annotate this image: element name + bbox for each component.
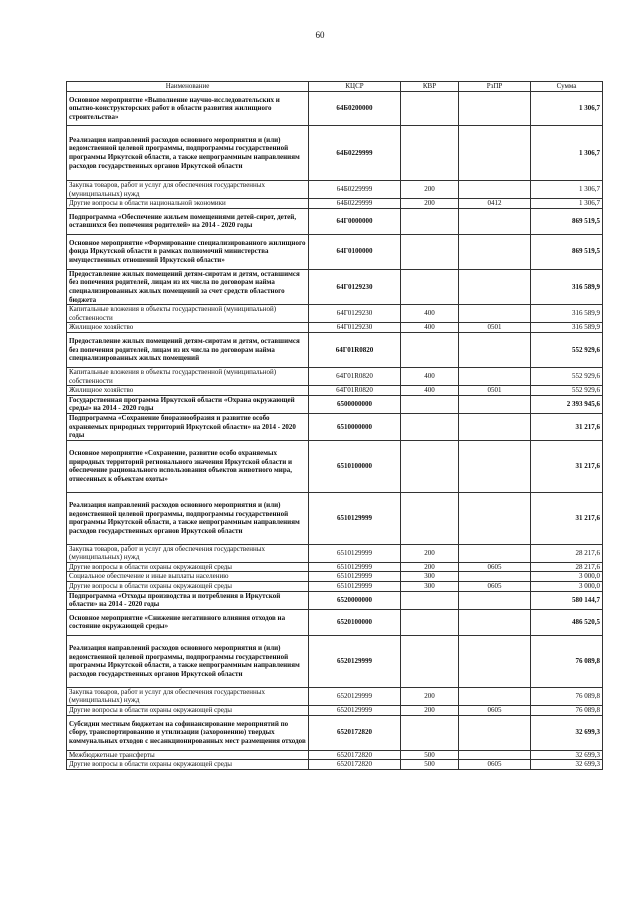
row-name-cell: Другие вопросы в области национальной экономики bbox=[67, 199, 309, 209]
row-sum-cell: 316 589,9 bbox=[531, 305, 603, 323]
row-kcsr-cell: 64Г01R0820 bbox=[309, 386, 401, 396]
row-sum-cell: 1 306,7 bbox=[531, 126, 603, 181]
row-name-cell: Другие вопросы в области охраны окружающей среды bbox=[67, 582, 309, 592]
row-name-cell: Реализация направлений расходов основного мероприятия и (или) ведомственной целевой программы, подпрограммы государственной программы Иркутской области, а также непрограммным направлениям расходов государственных органов Иркутской области bbox=[67, 126, 309, 181]
row-sum-cell: 869 519,5 bbox=[531, 234, 603, 269]
table-row bbox=[67, 323, 603, 333]
row-kcsr-cell: 6510129999 bbox=[309, 582, 401, 592]
row-rzpr-cell bbox=[459, 440, 531, 492]
row-sum-cell: 486 520,5 bbox=[531, 609, 603, 635]
row-name-cell: Подпрограмма «Обеспечение жильем помещениями детей-сирот, детей, оставшихся без попечения родителей» на 2014 - 2020 годы bbox=[67, 208, 309, 234]
row-kcsr-cell: 64Г01R0820 bbox=[309, 367, 401, 385]
row-rzpr-cell bbox=[459, 208, 531, 234]
row-rzpr-cell bbox=[459, 269, 531, 304]
row-kcsr-cell: 6510129999 bbox=[309, 572, 401, 582]
row-kcsr-cell: 6510129999 bbox=[309, 562, 401, 572]
row-sum-cell: 76 089,8 bbox=[531, 687, 603, 705]
row-rzpr-cell bbox=[459, 181, 531, 199]
row-sum-cell: 316 589,9 bbox=[531, 323, 603, 333]
row-sum-cell: 316 589,9 bbox=[531, 269, 603, 304]
row-sum-cell: 1 306,7 bbox=[531, 181, 603, 199]
row-kvr-cell: 400 bbox=[401, 386, 459, 396]
row-name-cell: Социальное обеспечение и иные выплаты населению bbox=[67, 572, 309, 582]
row-kcsr-cell: 64Б0229999 bbox=[309, 181, 401, 199]
row-kcsr-cell: 64Б0200000 bbox=[309, 92, 401, 126]
row-kcsr-cell: 6520129999 bbox=[309, 635, 401, 687]
table-row bbox=[67, 234, 603, 269]
row-sum-cell: 76 089,8 bbox=[531, 706, 603, 716]
row-kcsr-cell: 6520100000 bbox=[309, 609, 401, 635]
table-header-row bbox=[67, 82, 603, 92]
row-sum-cell: 552 929,6 bbox=[531, 367, 603, 385]
row-kvr-cell: 200 bbox=[401, 544, 459, 562]
row-name-cell: Предоставление жилых помещений детям-сиротам и детям, оставшимся без попечения родителей, лицам из их числа по договорам найма специализированных жилых помещений за счет средств областного бюджета bbox=[67, 269, 309, 304]
row-kcsr-cell: 64Г0100000 bbox=[309, 234, 401, 269]
table-row bbox=[67, 572, 603, 582]
row-rzpr-cell bbox=[459, 234, 531, 269]
row-name-cell: Реализация направлений расходов основного мероприятия и (или) ведомственной целевой программы, подпрограммы государственной программы Иркутской области, а также непрограммным направлениям расходов государственных органов Иркутской области bbox=[67, 635, 309, 687]
row-name-cell: Закупка товаров, работ и услуг для обеспечения государственных (муниципальных) нужд bbox=[67, 544, 309, 562]
table-row bbox=[67, 181, 603, 199]
row-kvr-cell bbox=[401, 492, 459, 544]
row-sum-cell: 32 699,3 bbox=[531, 750, 603, 760]
row-name-cell: Предоставление жилых помещений детям-сиротам и детям, оставшимся без попечения родителей, лицам из их числа по договорам найма специализированных жилых помещений bbox=[67, 332, 309, 367]
table-row bbox=[67, 635, 603, 687]
row-sum-cell: 1 306,7 bbox=[531, 92, 603, 126]
row-kcsr-cell: 6520129999 bbox=[309, 706, 401, 716]
row-sum-cell: 552 929,6 bbox=[531, 386, 603, 396]
table-row bbox=[67, 386, 603, 396]
row-kcsr-cell: 64Г0129230 bbox=[309, 269, 401, 304]
row-kvr-cell bbox=[401, 413, 459, 440]
row-kcsr-cell: 6520172820 bbox=[309, 750, 401, 760]
row-name-cell: Закупка товаров, работ и услуг для обеспечения государственных (муниципальных) нужд bbox=[67, 687, 309, 705]
row-kcsr-cell: 64Г0000000 bbox=[309, 208, 401, 234]
row-sum-cell: 31 217,6 bbox=[531, 440, 603, 492]
table-row bbox=[67, 269, 603, 304]
row-rzpr-cell bbox=[459, 126, 531, 181]
table-row bbox=[67, 199, 603, 209]
header-kvr: КВР bbox=[401, 82, 459, 92]
row-rzpr-cell: 0605 bbox=[459, 760, 531, 770]
row-kcsr-cell: 6510000000 bbox=[309, 413, 401, 440]
row-name-cell: Подпрограмма «Сохранение биоразнообразия и развитие особо охраняемых природных территорий Иркутской области» на 2014 - 2020 годы bbox=[67, 413, 309, 440]
row-name-cell: Другие вопросы в области охраны окружающей среды bbox=[67, 760, 309, 770]
row-kvr-cell: 300 bbox=[401, 582, 459, 592]
row-rzpr-cell bbox=[459, 332, 531, 367]
row-name-cell: Другие вопросы в области охраны окружающей среды bbox=[67, 706, 309, 716]
row-kcsr-cell: 6510100000 bbox=[309, 440, 401, 492]
row-kvr-cell: 400 bbox=[401, 367, 459, 385]
page-number: 60 bbox=[315, 30, 325, 40]
row-kvr-cell: 400 bbox=[401, 305, 459, 323]
row-kcsr-cell: 64Г0129230 bbox=[309, 323, 401, 333]
row-kcsr-cell: 64Г01R0820 bbox=[309, 332, 401, 367]
row-rzpr-cell bbox=[459, 305, 531, 323]
row-name-cell: Основное мероприятие «Сохранение, развитие особо охраняемых природных территорий регионального значения Иркутской области и обеспечение рационального использования объектов животного мира, отнесенных к объектам охоты» bbox=[67, 440, 309, 492]
table-row bbox=[67, 413, 603, 440]
row-name-cell: Другие вопросы в области охраны окружающей среды bbox=[67, 562, 309, 572]
table-body bbox=[67, 92, 603, 770]
row-rzpr-cell bbox=[459, 395, 531, 413]
row-rzpr-cell: 0605 bbox=[459, 562, 531, 572]
row-kvr-cell: 200 bbox=[401, 706, 459, 716]
row-kvr-cell bbox=[401, 92, 459, 126]
table-row bbox=[67, 544, 603, 562]
row-kcsr-cell: 6510129999 bbox=[309, 492, 401, 544]
row-name-cell: Капитальные вложения в объекты государственной (муниципальной) собственности bbox=[67, 305, 309, 323]
row-rzpr-cell bbox=[459, 609, 531, 635]
row-rzpr-cell bbox=[459, 367, 531, 385]
row-kvr-cell: 200 bbox=[401, 199, 459, 209]
row-kvr-cell: 200 bbox=[401, 181, 459, 199]
row-sum-cell: 3 000,0 bbox=[531, 582, 603, 592]
row-rzpr-cell: 0412 bbox=[459, 199, 531, 209]
table-row bbox=[67, 687, 603, 705]
row-kvr-cell bbox=[401, 609, 459, 635]
table-row bbox=[67, 332, 603, 367]
row-rzpr-cell bbox=[459, 544, 531, 562]
table-row bbox=[67, 440, 603, 492]
budget-table bbox=[66, 81, 603, 770]
row-kcsr-cell: 6520172820 bbox=[309, 760, 401, 770]
row-name-cell: Подпрограмма «Отходы производства и потребления в Иркутской области» на 2014 - 2020 годы bbox=[67, 591, 309, 609]
row-rzpr-cell bbox=[459, 715, 531, 750]
row-kvr-cell bbox=[401, 635, 459, 687]
header-sum: Сумма bbox=[531, 82, 603, 92]
row-sum-cell: 1 306,7 bbox=[531, 199, 603, 209]
row-name-cell: Жилищное хозяйство bbox=[67, 323, 309, 333]
row-name-cell: Основное мероприятие «Выполнение научно-исследовательских и опытно-конструкторских работ в области развития жилищного строительства» bbox=[67, 92, 309, 126]
row-sum-cell: 3 000,0 bbox=[531, 572, 603, 582]
row-kvr-cell bbox=[401, 208, 459, 234]
row-rzpr-cell: 0501 bbox=[459, 323, 531, 333]
table-row bbox=[67, 395, 603, 413]
row-sum-cell: 31 217,6 bbox=[531, 492, 603, 544]
table-row bbox=[67, 582, 603, 592]
row-kcsr-cell: 6520000000 bbox=[309, 591, 401, 609]
row-kcsr-cell: 64Б0229999 bbox=[309, 126, 401, 181]
row-name-cell: Закупка товаров, работ и услуг для обеспечения государственных (муниципальных) нужд bbox=[67, 181, 309, 199]
row-kcsr-cell: 6510129999 bbox=[309, 544, 401, 562]
table-row bbox=[67, 492, 603, 544]
row-kvr-cell: 200 bbox=[401, 687, 459, 705]
row-name-cell: Государственная программа Иркутской области «Охрана окружающей среды» на 2014 - 2020 годы bbox=[67, 395, 309, 413]
table-row bbox=[67, 760, 603, 770]
row-sum-cell: 869 519,5 bbox=[531, 208, 603, 234]
table-row bbox=[67, 367, 603, 385]
row-sum-cell: 28 217,6 bbox=[531, 562, 603, 572]
row-name-cell: Жилищное хозяйство bbox=[67, 386, 309, 396]
table-row bbox=[67, 305, 603, 323]
row-kvr-cell bbox=[401, 395, 459, 413]
row-kcsr-cell: 6520129999 bbox=[309, 687, 401, 705]
row-rzpr-cell bbox=[459, 591, 531, 609]
row-kvr-cell: 300 bbox=[401, 572, 459, 582]
row-kvr-cell bbox=[401, 591, 459, 609]
row-kcsr-cell: 6500000000 bbox=[309, 395, 401, 413]
row-rzpr-cell bbox=[459, 492, 531, 544]
row-name-cell: Реализация направлений расходов основного мероприятия и (или) ведомственной целевой программы, подпрограммы государственной программы Иркутской области, а также непрограммным направлениям расходов государственных органов Иркутской области bbox=[67, 492, 309, 544]
table-row bbox=[67, 208, 603, 234]
table-row bbox=[67, 591, 603, 609]
table-row bbox=[67, 609, 603, 635]
header-name: Наименование bbox=[67, 82, 309, 92]
row-kvr-cell bbox=[401, 440, 459, 492]
table-row bbox=[67, 750, 603, 760]
row-name-cell: Межбюджетные трансферты bbox=[67, 750, 309, 760]
row-kvr-cell: 500 bbox=[401, 760, 459, 770]
row-rzpr-cell bbox=[459, 572, 531, 582]
row-kvr-cell: 200 bbox=[401, 562, 459, 572]
row-rzpr-cell bbox=[459, 92, 531, 126]
row-sum-cell: 32 699,3 bbox=[531, 715, 603, 750]
row-kvr-cell bbox=[401, 126, 459, 181]
row-sum-cell: 2 393 945,6 bbox=[531, 395, 603, 413]
row-rzpr-cell bbox=[459, 750, 531, 760]
table-row bbox=[67, 126, 603, 181]
header-kcsr: КЦСР bbox=[309, 82, 401, 92]
row-rzpr-cell: 0605 bbox=[459, 582, 531, 592]
row-kcsr-cell: 64Б0229999 bbox=[309, 199, 401, 209]
table-row bbox=[67, 706, 603, 716]
row-kvr-cell: 500 bbox=[401, 750, 459, 760]
row-kvr-cell bbox=[401, 269, 459, 304]
row-name-cell: Основное мероприятие «Снижение негативного влияния отходов на состояние окружающей среды» bbox=[67, 609, 309, 635]
header-rzpr: РзПР bbox=[459, 82, 531, 92]
row-kcsr-cell: 6520172820 bbox=[309, 715, 401, 750]
table-row bbox=[67, 562, 603, 572]
table-row bbox=[67, 92, 603, 126]
row-kvr-cell: 400 bbox=[401, 323, 459, 333]
row-kvr-cell bbox=[401, 332, 459, 367]
row-sum-cell: 28 217,6 bbox=[531, 544, 603, 562]
row-rzpr-cell: 0501 bbox=[459, 386, 531, 396]
row-name-cell: Субсидии местным бюджетам на софинансирование мероприятий по сбору, транспортированию и утилизации (захоронению) твердых коммунальных отходов с несанкционированных мест размещения отходов bbox=[67, 715, 309, 750]
row-name-cell: Основное мероприятие «Формирование специализированного жилищного фонда Иркутской области в рамках полномочий министерства имущественных отношений Иркутской области» bbox=[67, 234, 309, 269]
row-sum-cell: 31 217,6 bbox=[531, 413, 603, 440]
row-name-cell: Капитальные вложения в объекты государственной (муниципальной) собственности bbox=[67, 367, 309, 385]
table-row bbox=[67, 715, 603, 750]
row-sum-cell: 552 929,6 bbox=[531, 332, 603, 367]
row-sum-cell: 76 089,8 bbox=[531, 635, 603, 687]
row-rzpr-cell bbox=[459, 635, 531, 687]
row-sum-cell: 580 144,7 bbox=[531, 591, 603, 609]
row-kcsr-cell: 64Г0129230 bbox=[309, 305, 401, 323]
row-kvr-cell bbox=[401, 234, 459, 269]
row-kvr-cell bbox=[401, 715, 459, 750]
row-rzpr-cell bbox=[459, 687, 531, 705]
row-rzpr-cell: 0605 bbox=[459, 706, 531, 716]
row-rzpr-cell bbox=[459, 413, 531, 440]
row-sum-cell: 32 699,3 bbox=[531, 760, 603, 770]
